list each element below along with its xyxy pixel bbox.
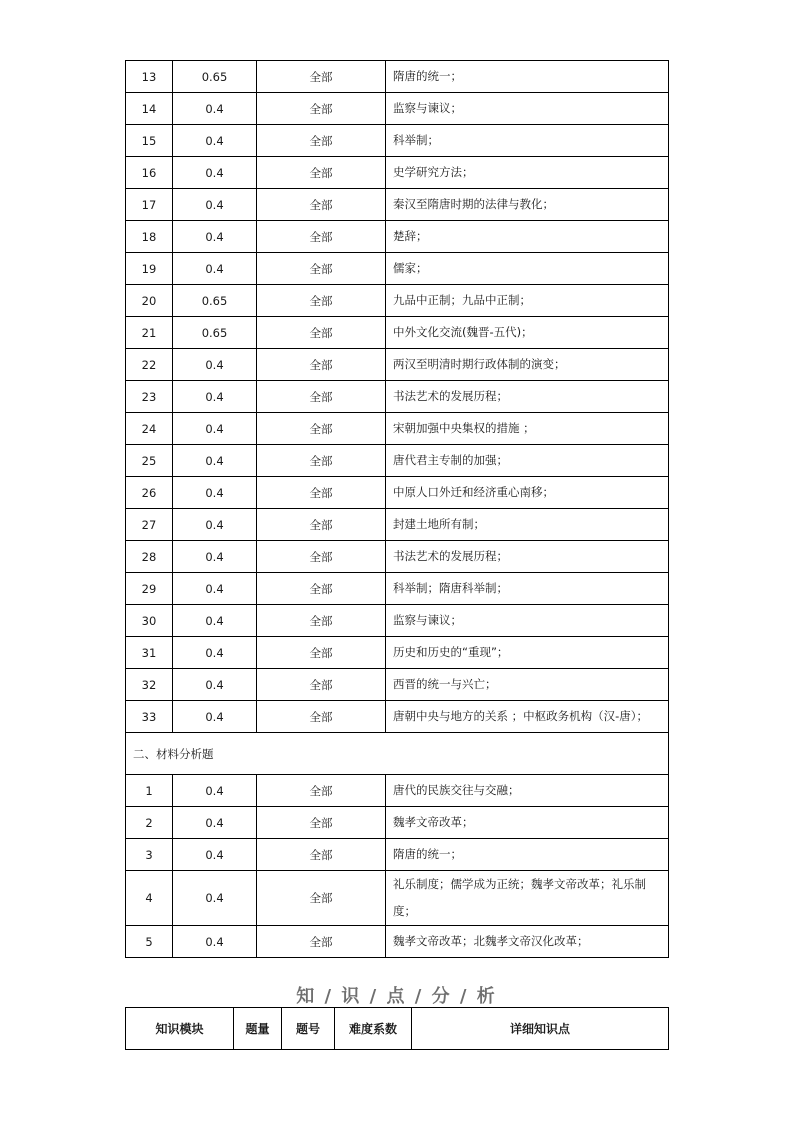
table-row <box>126 477 669 509</box>
knowledge-point-cell: 中原人口外迁和经济重心南移； <box>386 477 669 509</box>
question-number-cell: 14 <box>126 93 173 125</box>
knowledge-point-cell: 史学研究方法； <box>386 157 669 189</box>
knowledge-analysis-header-row <box>126 1008 669 1050</box>
knowledge-point-cell: 书法艺术的发展历程； <box>386 381 669 413</box>
scope-cell: 全部 <box>257 125 386 157</box>
scope-cell: 全部 <box>257 669 386 701</box>
table-row <box>126 605 669 637</box>
difficulty-cell: 0.4 <box>173 871 257 926</box>
scope-cell: 全部 <box>257 285 386 317</box>
table-row <box>126 221 669 253</box>
question-number-cell: 1 <box>126 775 173 807</box>
question-number-cell: 15 <box>126 125 173 157</box>
table-row <box>126 125 669 157</box>
difficulty-cell: 0.4 <box>173 445 257 477</box>
scope-cell: 全部 <box>257 93 386 125</box>
difficulty-cell: 0.4 <box>173 637 257 669</box>
question-number-cell: 21 <box>126 317 173 349</box>
knowledge-point-cell: 九品中正制；九品中正制； <box>386 285 669 317</box>
table-row <box>126 926 669 958</box>
knowledge-analysis-title: 知 / 识 / 点 / 分 / 析 <box>296 986 497 1007</box>
knowledge-point-cell: 隋唐的统一； <box>386 61 669 93</box>
question-number-cell: 4 <box>126 871 173 926</box>
question-number-cell: 5 <box>126 926 173 958</box>
question-number-cell: 23 <box>126 381 173 413</box>
header-detailed-knowledge-point: 详细知识点 <box>412 1008 669 1050</box>
difficulty-cell: 0.65 <box>173 61 257 93</box>
question-number-cell: 27 <box>126 509 173 541</box>
difficulty-cell: 0.4 <box>173 573 257 605</box>
difficulty-cell: 0.4 <box>173 477 257 509</box>
header-difficulty-coefficient: 难度系数 <box>335 1008 412 1050</box>
table-row <box>126 701 669 733</box>
question-number-cell: 20 <box>126 285 173 317</box>
knowledge-point-cell: 书法艺术的发展历程； <box>386 541 669 573</box>
scope-cell: 全部 <box>257 221 386 253</box>
scope-cell: 全部 <box>257 413 386 445</box>
scope-cell: 全部 <box>257 701 386 733</box>
table-row <box>126 189 669 221</box>
scope-cell: 全部 <box>257 157 386 189</box>
table-row <box>126 157 669 189</box>
difficulty-cell: 0.4 <box>173 381 257 413</box>
knowledge-point-cell: 魏孝文帝改革； <box>386 807 669 839</box>
scope-cell: 全部 <box>257 61 386 93</box>
difficulty-cell: 0.4 <box>173 775 257 807</box>
scope-cell: 全部 <box>257 189 386 221</box>
scope-cell: 全部 <box>257 605 386 637</box>
question-table-part1 <box>126 61 669 733</box>
table-row <box>126 381 669 413</box>
scope-cell: 全部 <box>257 926 386 958</box>
scope-cell: 全部 <box>257 253 386 285</box>
table-row <box>126 637 669 669</box>
question-number-cell: 25 <box>126 445 173 477</box>
scope-cell: 全部 <box>257 477 386 509</box>
table-row <box>126 317 669 349</box>
knowledge-point-cell: 秦汉至隋唐时期的法律与教化； <box>386 189 669 221</box>
scope-cell: 全部 <box>257 509 386 541</box>
knowledge-point-cell: 儒家； <box>386 253 669 285</box>
knowledge-point-cell: 唐朝中央与地方的关系 ；中枢政务机构（汉-唐）； <box>386 701 669 733</box>
question-number-cell: 18 <box>126 221 173 253</box>
difficulty-cell: 0.4 <box>173 926 257 958</box>
table-row <box>126 839 669 871</box>
knowledge-point-cell: 科举制； <box>386 125 669 157</box>
question-number-cell: 31 <box>126 637 173 669</box>
table-row <box>126 573 669 605</box>
question-number-cell: 24 <box>126 413 173 445</box>
table-row <box>126 413 669 445</box>
table-row <box>126 509 669 541</box>
difficulty-cell: 0.4 <box>173 669 257 701</box>
knowledge-point-cell: 中外文化交流(魏晋-五代)； <box>386 317 669 349</box>
difficulty-cell: 0.4 <box>173 253 257 285</box>
question-number-cell: 17 <box>126 189 173 221</box>
difficulty-cell: 0.4 <box>173 541 257 573</box>
question-number-cell: 13 <box>126 61 173 93</box>
question-number-cell: 19 <box>126 253 173 285</box>
table-row <box>126 445 669 477</box>
table-row <box>126 669 669 701</box>
scope-cell: 全部 <box>257 541 386 573</box>
scope-cell: 全部 <box>257 637 386 669</box>
knowledge-point-cell: 监察与谏议； <box>386 93 669 125</box>
difficulty-cell: 0.4 <box>173 701 257 733</box>
knowledge-point-cell: 隋唐的统一； <box>386 839 669 871</box>
table-row <box>126 807 669 839</box>
scope-cell: 全部 <box>257 839 386 871</box>
question-number-cell: 16 <box>126 157 173 189</box>
question-number-cell: 28 <box>126 541 173 573</box>
section-header <box>126 733 669 775</box>
difficulty-cell: 0.4 <box>173 125 257 157</box>
knowledge-point-cell: 魏孝文帝改革；北魏孝文帝汉化改革； <box>386 926 669 958</box>
scope-cell: 全部 <box>257 381 386 413</box>
question-table-part2 <box>126 775 669 958</box>
difficulty-cell: 0.4 <box>173 93 257 125</box>
difficulty-cell: 0.4 <box>173 413 257 445</box>
question-number-cell: 26 <box>126 477 173 509</box>
scope-cell: 全部 <box>257 573 386 605</box>
header-knowledge-module: 知识模块 <box>126 1008 234 1050</box>
scope-cell: 全部 <box>257 445 386 477</box>
knowledge-point-cell: 历史和历史的“重现”； <box>386 637 669 669</box>
question-table <box>125 60 669 958</box>
question-number-cell: 2 <box>126 807 173 839</box>
scope-cell: 全部 <box>257 807 386 839</box>
difficulty-cell: 0.4 <box>173 189 257 221</box>
knowledge-point-cell: 礼乐制度；儒学成为正统；魏孝文帝改革；礼乐制度； <box>386 871 669 926</box>
header-question-number: 题号 <box>282 1008 335 1050</box>
scope-cell: 全部 <box>257 775 386 807</box>
section2-title: 二、材料分析题 <box>126 733 669 775</box>
knowledge-point-cell: 科举制；隋唐科举制； <box>386 573 669 605</box>
table-row <box>126 541 669 573</box>
table-row <box>126 61 669 93</box>
question-number-cell: 3 <box>126 839 173 871</box>
difficulty-cell: 0.65 <box>173 317 257 349</box>
question-number-cell: 22 <box>126 349 173 381</box>
difficulty-cell: 0.4 <box>173 605 257 637</box>
difficulty-cell: 0.4 <box>173 509 257 541</box>
scope-cell: 全部 <box>257 349 386 381</box>
table-row <box>126 775 669 807</box>
difficulty-cell: 0.4 <box>173 157 257 189</box>
knowledge-analysis-table <box>125 1007 669 1050</box>
knowledge-point-cell: 宋朝加强中央集权的措施 ； <box>386 413 669 445</box>
scope-cell: 全部 <box>257 317 386 349</box>
difficulty-cell: 0.4 <box>173 807 257 839</box>
knowledge-point-cell: 封建土地所有制； <box>386 509 669 541</box>
knowledge-point-cell: 唐代君主专制的加强； <box>386 445 669 477</box>
knowledge-point-cell: 监察与谏议； <box>386 605 669 637</box>
table-row <box>126 285 669 317</box>
difficulty-cell: 0.4 <box>173 839 257 871</box>
question-number-cell: 32 <box>126 669 173 701</box>
table-row <box>126 871 669 926</box>
question-number-cell: 30 <box>126 605 173 637</box>
section-row <box>126 733 669 775</box>
header-question-count: 题量 <box>234 1008 282 1050</box>
table-row <box>126 349 669 381</box>
knowledge-point-cell: 楚辞； <box>386 221 669 253</box>
knowledge-point-cell: 西晋的统一与兴亡； <box>386 669 669 701</box>
difficulty-cell: 0.4 <box>173 349 257 381</box>
scope-cell: 全部 <box>257 871 386 926</box>
difficulty-cell: 0.65 <box>173 285 257 317</box>
question-number-cell: 29 <box>126 573 173 605</box>
knowledge-point-cell: 唐代的民族交往与交融； <box>386 775 669 807</box>
question-number-cell: 33 <box>126 701 173 733</box>
table-row <box>126 93 669 125</box>
difficulty-cell: 0.4 <box>173 221 257 253</box>
knowledge-point-cell: 两汉至明清时期行政体制的演变； <box>386 349 669 381</box>
table-row <box>126 253 669 285</box>
